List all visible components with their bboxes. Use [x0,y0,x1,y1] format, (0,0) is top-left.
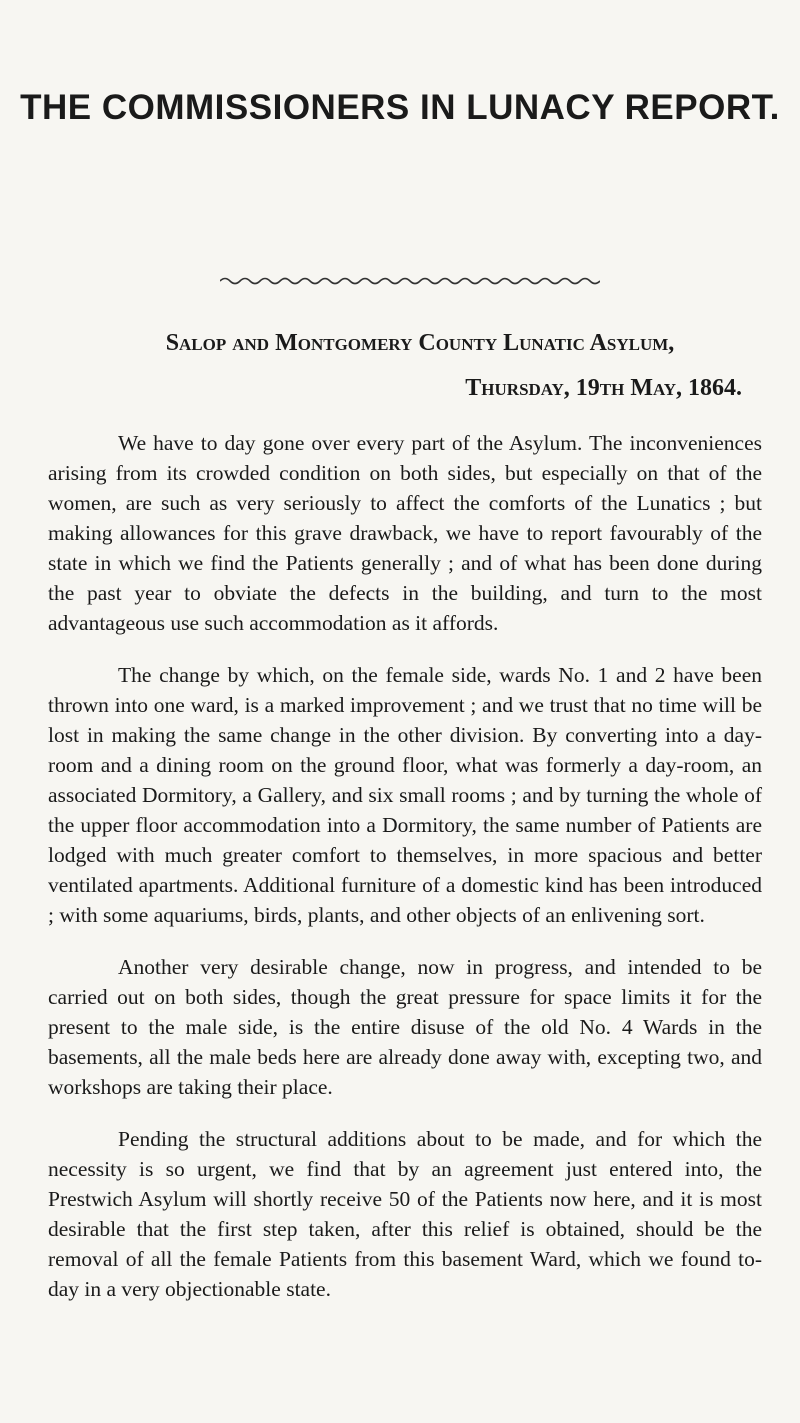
report-date: Thursday, 19th May, 1864. [465,375,742,401]
asylum-name-heading: Salop and Montgomery County Lunatic Asylum, [165,330,675,356]
paragraph: Another very desirable change, now in progress, and intended to be carried out on both sides, though the great pressure for space limits it for the present to the male side, is the entire disuse of the old No. 4 Wards in the basements, all the male beds here are already done away with, excepting two, and workshops are taking their place. [48,955,762,1099]
report-body [48,428,762,1326]
paragraph: We have to day gone over every part of the Asylum. The inconveniences arising from its crowded condition on both sides, but especially on that of the women, are such as very seriously to affect the comforts of the Lunatics ; but making allowances for this grave drawback, we have to report favourably of the state in which we find the Patients generally ; and of what has been done during the past year to obviate the defects in the building, and turn to the most advantageous use such accommodation as it affords. [48,431,762,635]
paragraph: The change by which, on the female side, wards No. 1 and 2 have been thrown into one ward, is a marked improvement ; and we trust that no time will be lost in making the same change in the other division. By converting into a day-room and a dining room on the ground floor, what was formerly a day-room, an associated Dormitory, a Gallery, and six small rooms ; and by turning the whole of the upper floor accommodation into a Dormitory, the same number of Patients are lodged with much greater comfort to themselves, in more spacious and better ventilated apartments. Additional furniture of a domestic kind has been introduced ; with some aquariums, birds, plants, and other objects of an enlivening sort. [48,663,762,927]
paragraph: Pending the structural additions about to be made, and for which the necessity is so urgent, we find that by an agreement just entered into, the Prestwich Asylum will shortly receive 50 of the Patients now here, and it is most desirable that the first step taken, after this relief is obtained, should be the removal of all the female Patients from this basement Ward, which we found to-day in a very objectionable state. [48,1127,762,1301]
page-title: THE COMMISSIONERS IN LUNACY REPORT. [20,88,780,127]
wavy-rule-ornament [220,274,600,288]
